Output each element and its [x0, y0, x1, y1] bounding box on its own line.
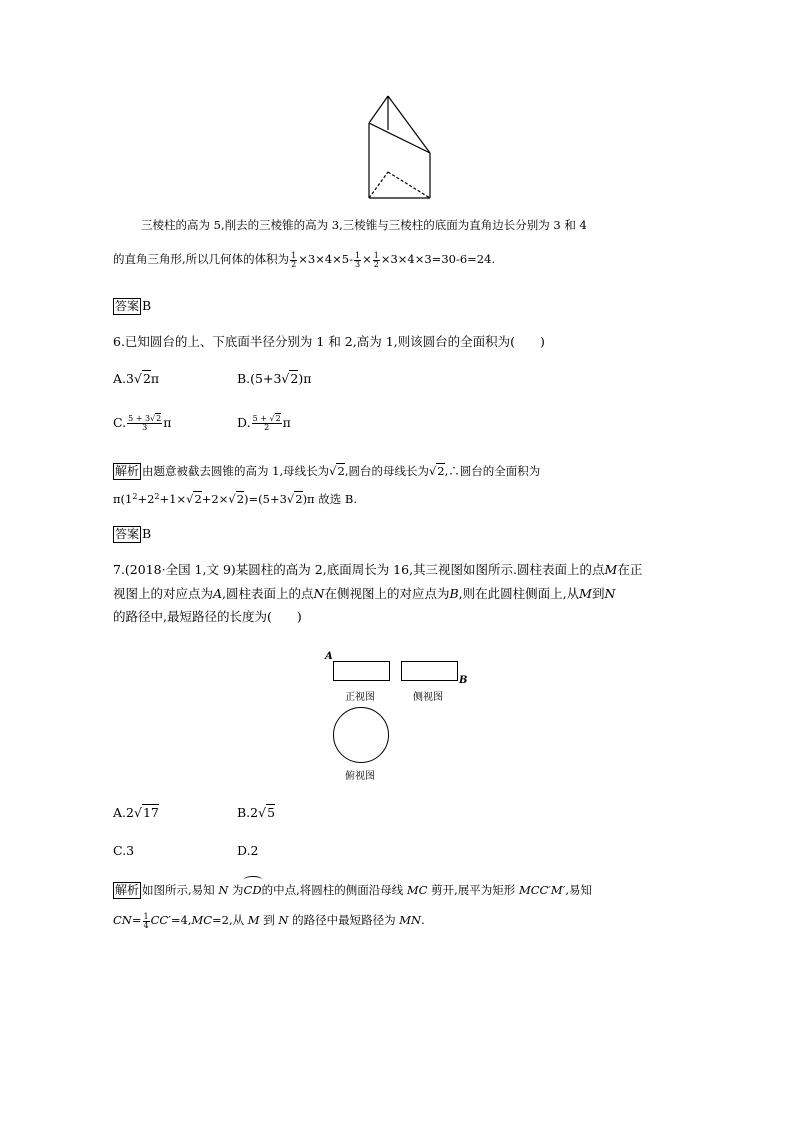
q6-option-d: D. $\frac{5 + √ 2}{2}$ π [237, 413, 291, 433]
prism-hidden-edge [369, 172, 388, 198]
prism-edge [369, 96, 388, 123]
text: 的直角三角形,所以几何体的体积为 [113, 252, 290, 266]
q6-analysis-line2: $\pi(1^2+2^2+1\times√$ 2+2×√ 2)=(5+3√ 2)π 故选 B. [113, 487, 357, 509]
q7-option-d: D.2 [237, 843, 259, 858]
q7-option-b: B.2√ 5 [237, 803, 275, 823]
point-b-label: B [459, 675, 468, 686]
q7-stem-line1: 7.(2018·全国 1,文 9)某圆柱的高为 2,底面周长为 16,其三视图如图所示.圆柱表面上的点M在正 [113, 562, 643, 577]
q7-analysis-line1: 解析 如图所示,易知 N 为 CD的中点,将圆柱的侧面沿母线 MC 剪开,展平为矩形 MCC′M′,易知 [113, 878, 592, 900]
prism-explain-line1: 三棱柱的高为 5,削去的三棱锥的高为 3,三棱锥与三棱柱的底面为直角边长分别为 3 和 4 [141, 218, 587, 232]
arc-mark [244, 876, 262, 883]
q6-answer: 答案 B [115, 526, 152, 541]
q7-stem-line3: 的路径中,最短路径的长度为( ) [113, 609, 302, 624]
fraction: $\frac{1}{2}$ [291, 250, 297, 269]
fraction: $\frac{1}{2}$ [373, 250, 379, 269]
prism-edge [369, 123, 430, 153]
front-view-rect [333, 661, 390, 681]
q7-option-a: A.2√ 17 [113, 803, 159, 823]
q7-stem-line2: 视图上的对应点为A,圆柱表面上的点N在侧视图上的对应点为B,则在此圆柱侧面上,从M到N [113, 586, 616, 601]
q7-analysis-line2: CN= $\frac{1}{4}$ CC′=4,MC=2,从 M 到 N 的路径中最短路径为 MN. [113, 911, 425, 930]
point-a-label: A [325, 651, 333, 662]
q6-option-c: C. $\frac{5 + 3√ 2}{3}$ π [113, 413, 171, 433]
prism-explain-line2 [113, 249, 495, 269]
prism-edge [388, 96, 430, 153]
front-view-caption: 正视图 [345, 692, 375, 703]
q5-answer [113, 296, 151, 316]
text: ×3×4×3=30-6=24. [380, 252, 496, 266]
answer-tag: 答案 [115, 299, 140, 313]
analysis-tag: 解析 [115, 464, 140, 478]
analysis-tag: 解析 [115, 883, 140, 897]
q6-stem: 6.已知圆台的上、下底面半径分别为 1 和 2,高为 1,则该圆台的全面积为( ) [113, 334, 545, 349]
side-view-caption: 侧视图 [413, 692, 443, 703]
text: ×3×4×5- [298, 252, 353, 266]
q7-option-c: C.3 [113, 843, 135, 858]
text: × [362, 252, 372, 266]
q6-option-b: B.(5+3√ 2)π [237, 369, 311, 389]
q6-analysis-line1: 解析 由题意被截去圆锥的高为 1,母线长为√ 2,圆台的母线长为√ 2,∴圆台的全面积为 [113, 461, 540, 481]
side-view-rect [401, 661, 458, 681]
answer-value: B [142, 298, 152, 313]
top-view-circle [333, 707, 389, 763]
prism-hidden-edge [388, 172, 430, 198]
arc-cd: CD [244, 878, 262, 900]
fraction: $\frac{1}{3}$ [355, 250, 361, 269]
q6-option-a: A.3√ 2π [113, 369, 159, 389]
answer-tag: 答案 [115, 527, 140, 541]
prism-figure [360, 90, 436, 204]
top-view-caption: 俯视图 [345, 771, 375, 782]
